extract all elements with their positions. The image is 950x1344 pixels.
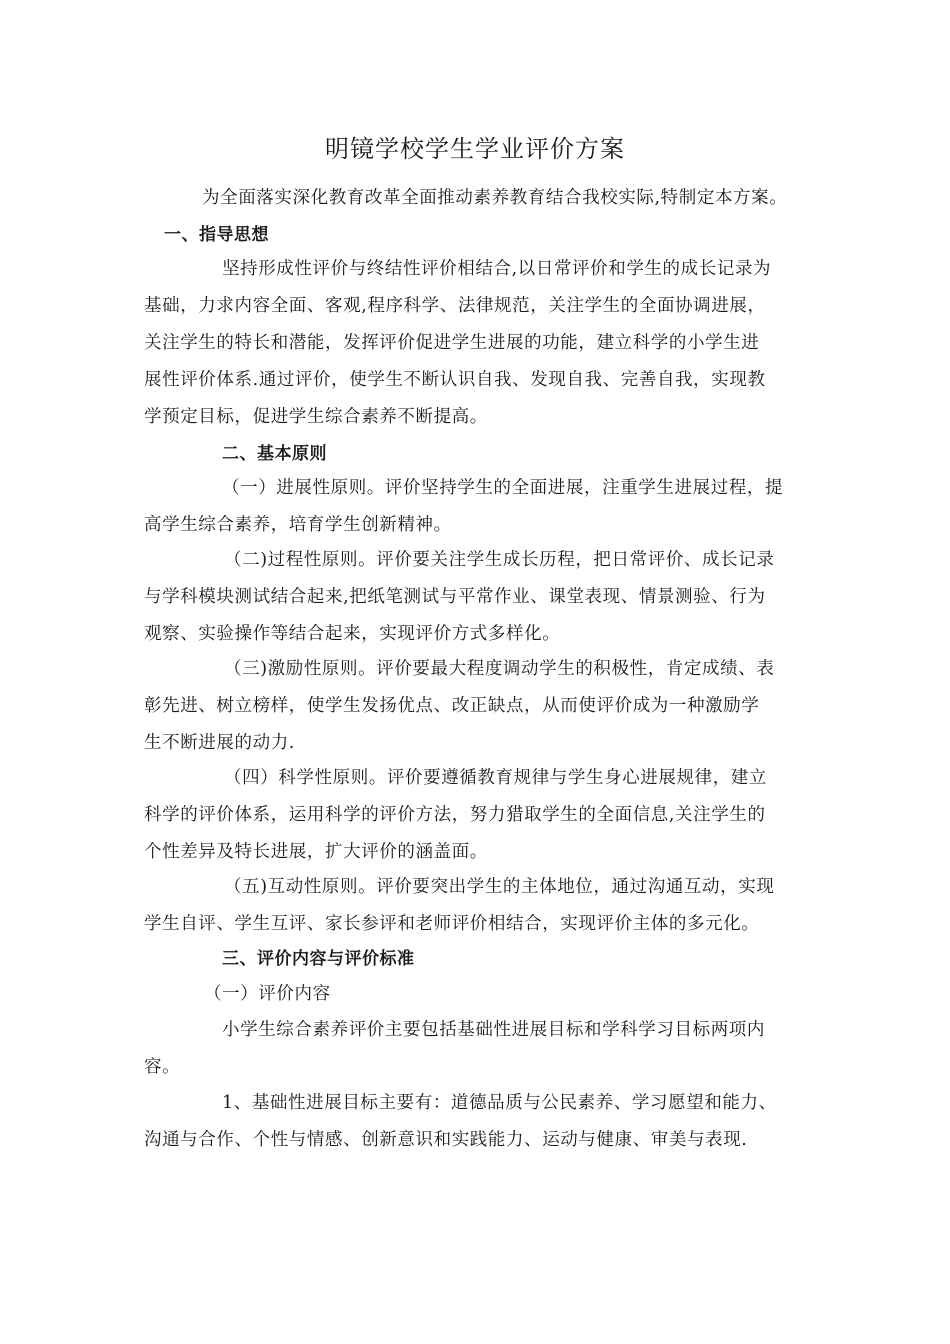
paragraph-line: 展性评价体系.通过评价，使学生不断认识自我、发现自我、完善自我，实现教	[144, 370, 766, 390]
paragraph-line: 高学生综合素养，培育学生创新精神。	[144, 515, 452, 535]
intro-paragraph: 为全面落实深化教育改革全面推动素养教育结合我校实际,特制定本方案。	[202, 188, 788, 208]
paragraph-line: 个性差异及特长进展，扩大评价的涵盖面。	[144, 842, 488, 862]
paragraph-line: （二)过程性原则。评价要关注学生成长历程，把日常评价、成长记录	[224, 550, 775, 570]
paragraph-line: （三)激励性原则。评价要最大程度调动学生的积极性，肯定成绩、表	[224, 659, 775, 679]
paragraph-line: 与学科模块测试结合起来,把纸笔测试与平常作业、课堂表现、情景测验、行为	[144, 587, 766, 607]
paragraph-line: 1、基础性进展目标主要有：道德品质与公民素养、学习愿望和能力、	[222, 1093, 777, 1113]
paragraph-line: 沟通与合作、个性与情感、创新意识和实践能力、运动与健康、审美与表现.	[144, 1130, 748, 1150]
document-title: 明镜学校学生学业评价方案	[325, 135, 625, 163]
paragraph-line: 彰先进、树立榜样，使学生发扬优点、改正缺点，从而使评价成为一种激励学	[144, 696, 760, 716]
paragraph-line: 小学生综合素养评价主要包括基础性进展目标和学科学习目标两项内	[222, 1020, 765, 1040]
paragraph-line: （一）进展性原则。评价坚持学生的全面进展，注重学生进展过程，提	[222, 478, 784, 498]
paragraph-line: 容。	[144, 1057, 181, 1077]
paragraph-line: 观察、实验操作等结合起来，实现评价方式多样化。	[144, 624, 561, 644]
paragraph-line: 学预定目标，促进学生综合素养不断提高。	[144, 407, 488, 427]
section-heading-guiding-ideology: 一、指导思想	[164, 225, 269, 245]
subsection-heading: （一）评价内容	[204, 984, 331, 1004]
paragraph-line: 坚持形成性评价与终结性评价相结合,以日常评价和学生的成长记录为	[222, 259, 772, 279]
paragraph-line: 生不断进展的动力.	[144, 733, 295, 753]
paragraph-line: 基础，力求内容全面、客观,程序科学、法律规范，关注学生的全面协调进展，	[144, 296, 766, 316]
paragraph-line: 学生自评、学生互评、家长参评和老师评价相结合，实现评价主体的多元化。	[144, 914, 760, 934]
paragraph-line: （五)互动性原则。评价要突出学生的主体地位，通过沟通互动，实现	[224, 877, 775, 897]
section-heading-evaluation-content: 三、评价内容与评价标准	[222, 949, 415, 969]
paragraph-line: （四）科学性原则。评价要遵循教育规律与学生身心进展规律，建立	[224, 768, 767, 788]
section-heading-basic-principles: 二、基本原则	[222, 444, 327, 464]
paragraph-line: 关注学生的特长和潜能，发挥评价促进学生进展的功能，建立科学的小学生进	[144, 333, 760, 353]
paragraph-line: 科学的评价体系，运用科学的评价方法，努力猎取学生的全面信息,关注学生的	[144, 805, 766, 825]
